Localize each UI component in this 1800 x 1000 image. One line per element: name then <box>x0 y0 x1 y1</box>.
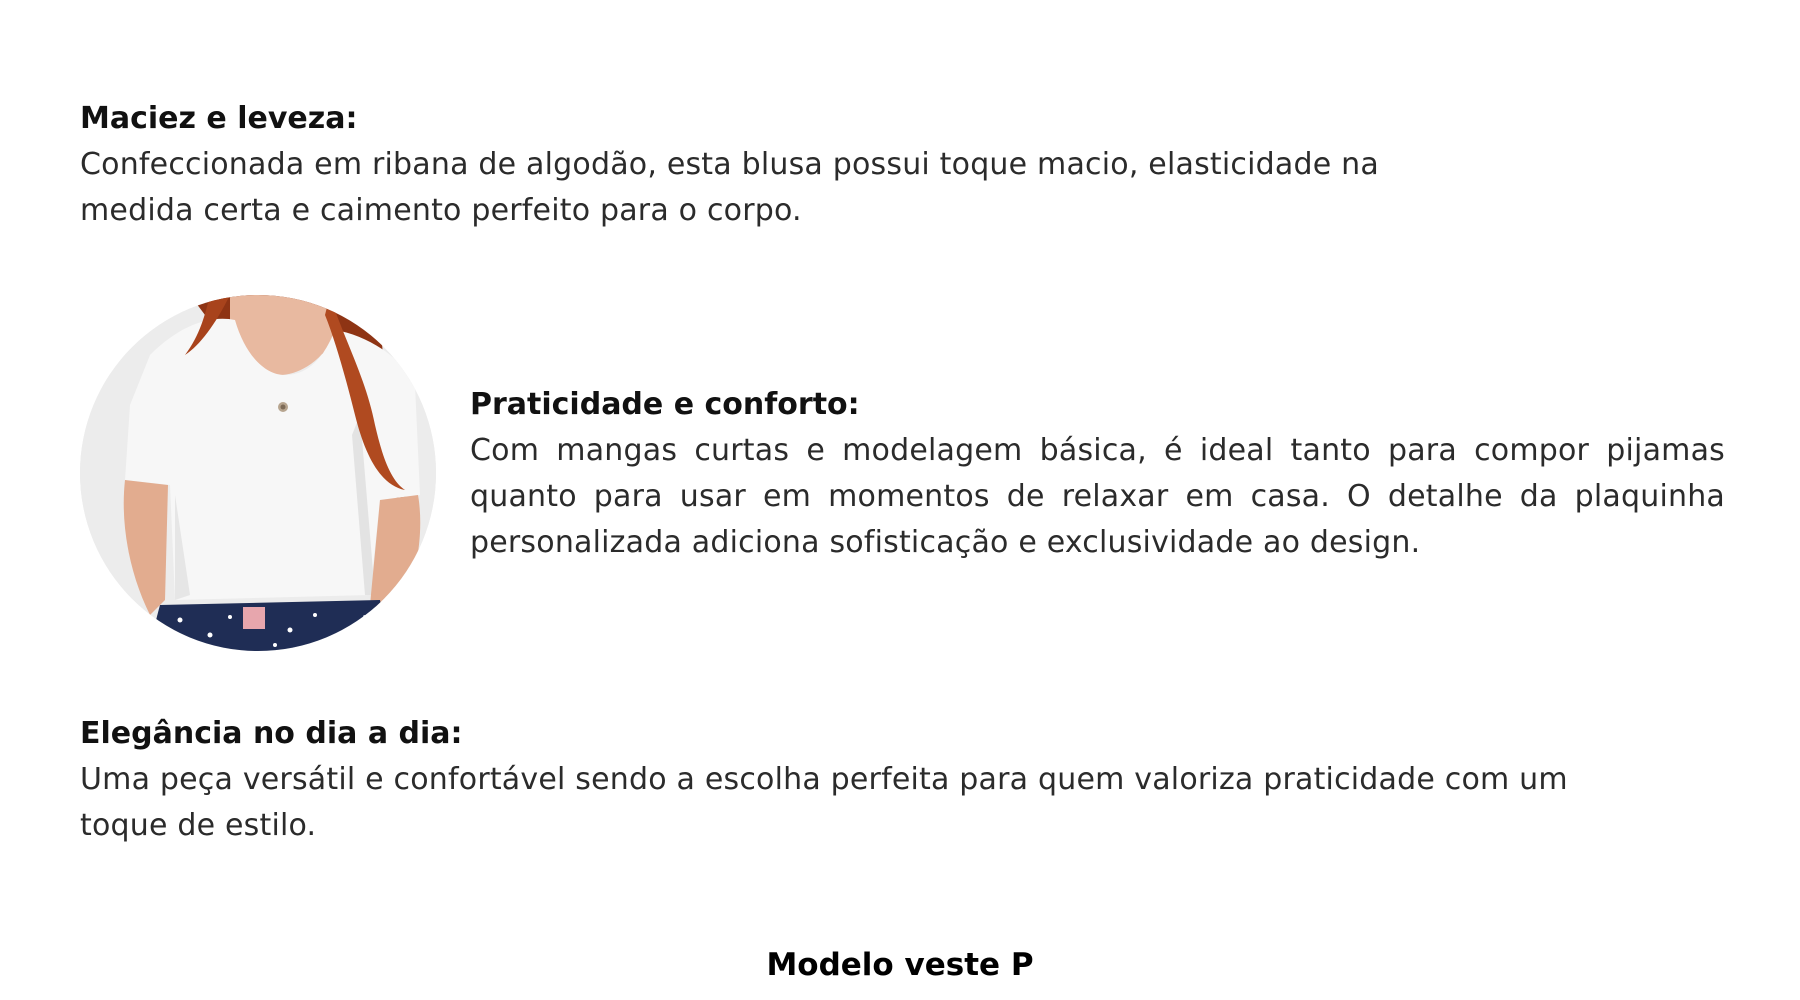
model-wearing-shirt-illustration <box>80 295 436 651</box>
section-title-elegancia: Elegância no dia a dia: <box>80 716 463 751</box>
product-photo <box>80 295 436 651</box>
section-text-praticidade: Com mangas curtas e modelagem básica, é ideal tanto para compor pijamas quanto para usar em momentos de relaxar em casa. O detalhe da plaquinha personalizada adiciona sofisticação e exclusividade ao design. <box>470 433 1725 560</box>
section-text-elegancia: Uma peça versátil e confortável sendo a escolha perfeita para quem valoriza praticidade com um toque de estilo. <box>80 762 1568 843</box>
section-praticidade <box>470 382 1725 566</box>
section-maciez <box>80 96 1500 234</box>
section-elegancia <box>80 711 1640 849</box>
section-title-maciez: Maciez e leveza: <box>80 101 358 136</box>
section-text-maciez: Confeccionada em ribana de algodão, esta blusa possui toque macio, elasticidade na medida certa e caimento perfeito para o corpo. <box>80 147 1379 228</box>
model-size-note: Modelo veste P <box>766 947 1034 983</box>
section-title-praticidade: Praticidade e conforto: <box>470 387 860 422</box>
